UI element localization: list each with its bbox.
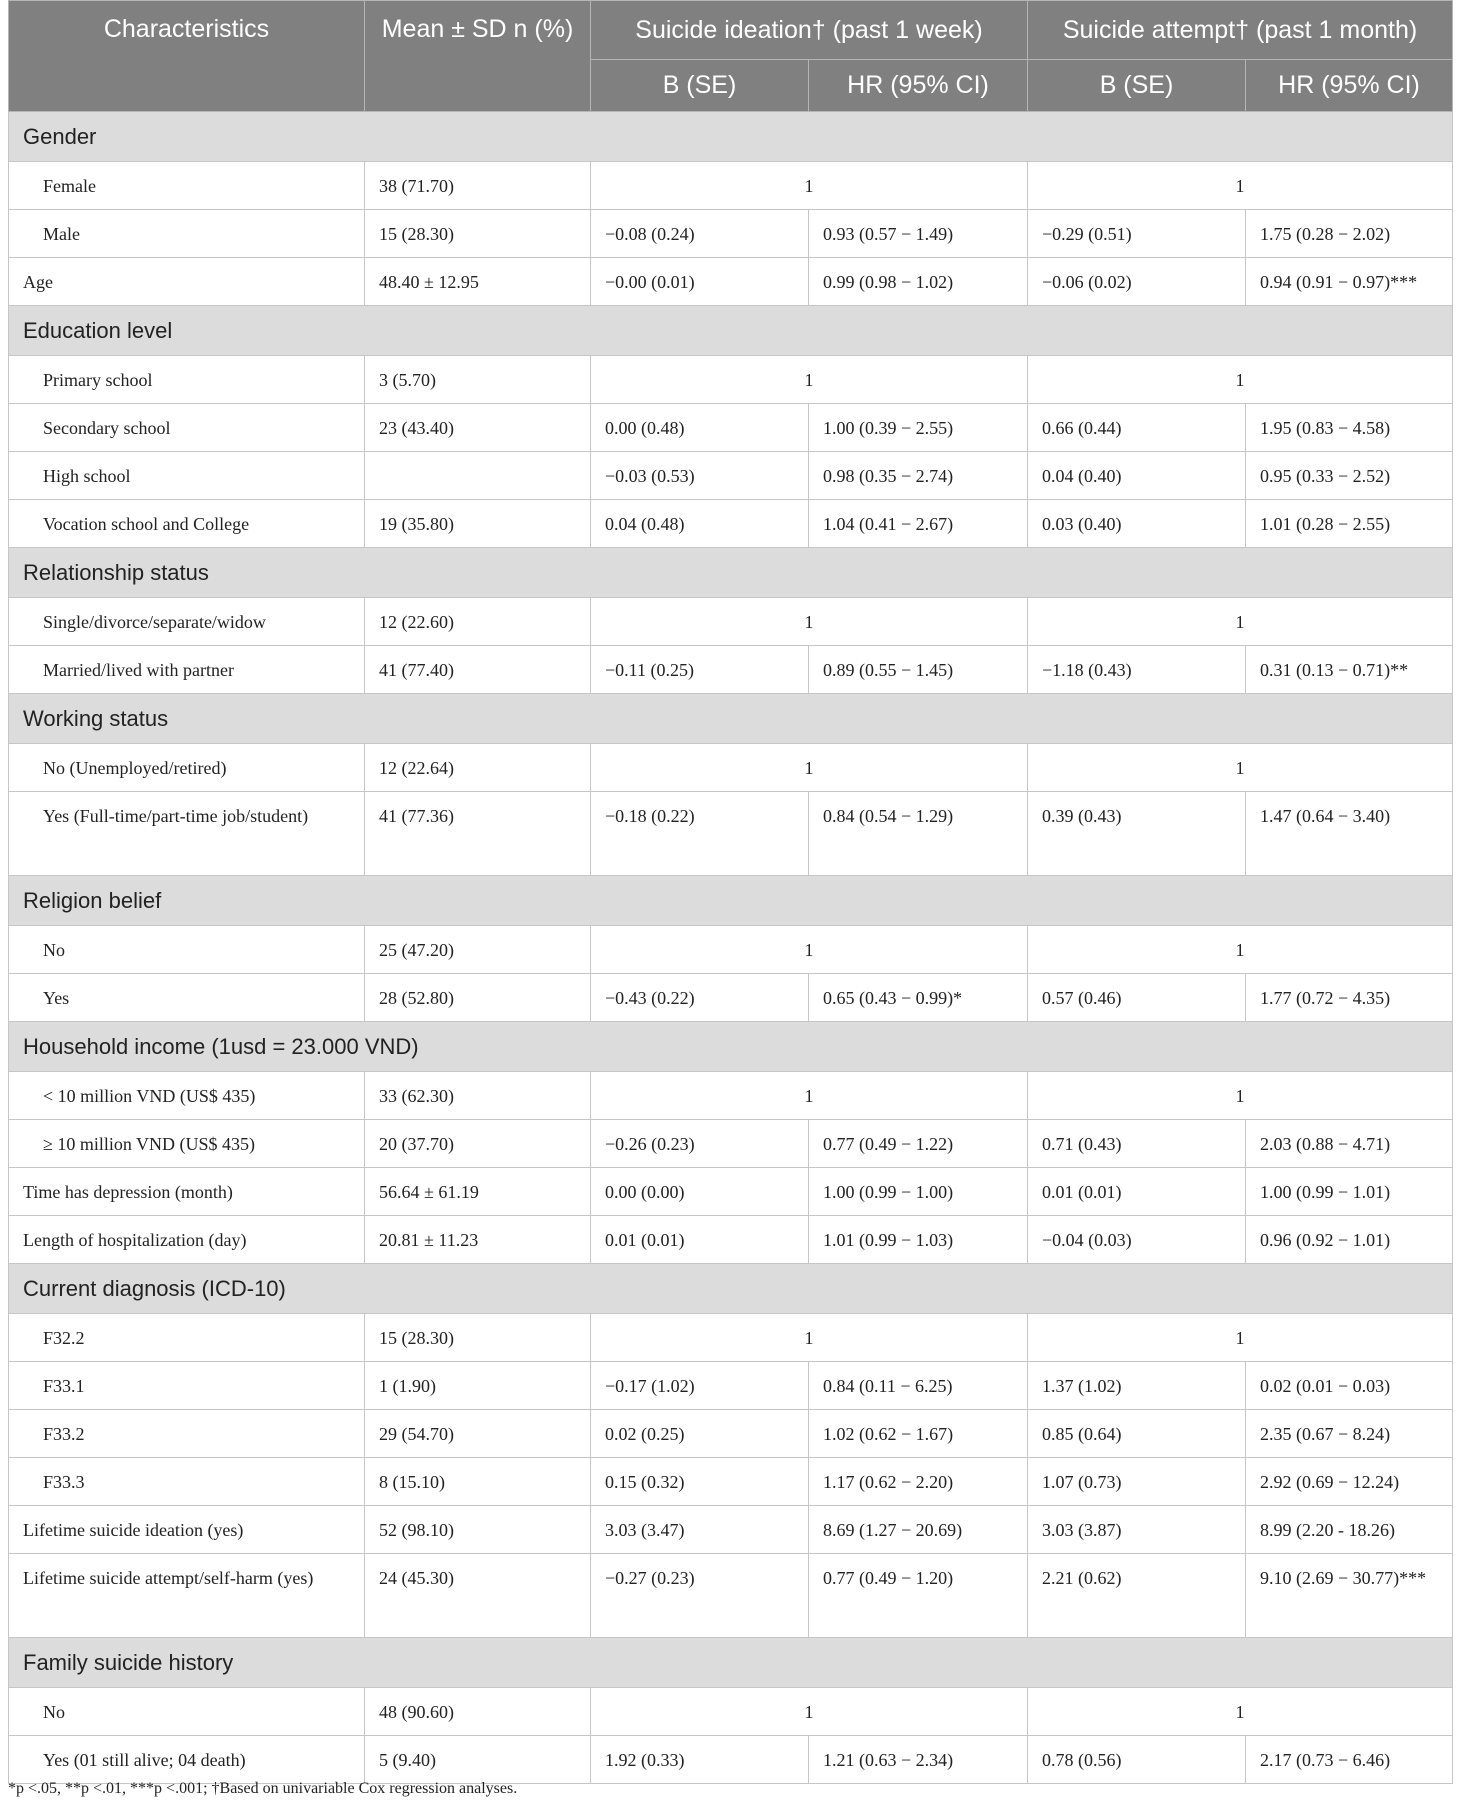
attempt-reference-cell: 1: [1028, 1072, 1453, 1120]
characteristic-label: Female: [9, 162, 365, 210]
table-row: [9, 598, 1453, 646]
header-characteristics: Characteristics: [9, 1, 365, 112]
attempt-reference-cell: 1: [1028, 744, 1453, 792]
table-row: [9, 356, 1453, 404]
header-ideation-hr-ci: HR (95% CI): [809, 60, 1028, 112]
table-row: [9, 404, 1453, 452]
ideation-hr-ci-cell: 8.69 (1.27 − 20.69): [809, 1506, 1028, 1554]
mean-sd-cell: 52 (98.10): [365, 1506, 591, 1554]
ideation-b-se-cell: 3.03 (3.47): [591, 1506, 809, 1554]
header-ideation-b-se: B (SE): [591, 60, 809, 112]
ideation-hr-ci-cell: 1.17 (0.62 − 2.20): [809, 1458, 1028, 1506]
attempt-hr-ci-cell: 8.99 (2.20 - 18.26): [1246, 1506, 1453, 1554]
mean-sd-cell: 33 (62.30): [365, 1072, 591, 1120]
attempt-hr-ci-cell: 0.95 (0.33 − 2.52): [1246, 452, 1453, 500]
ideation-b-se-cell: −0.43 (0.22): [591, 974, 809, 1022]
characteristic-label: Age: [9, 258, 365, 306]
table-row: [9, 792, 1453, 876]
ideation-b-se-cell: −0.03 (0.53): [591, 452, 809, 500]
attempt-hr-ci-cell: 0.96 (0.92 − 1.01): [1246, 1216, 1453, 1264]
mean-sd-cell: 5 (9.40): [365, 1736, 591, 1784]
section-header-row: [9, 548, 1453, 598]
characteristic-label: No: [9, 1688, 365, 1736]
characteristic-label: Married/lived with partner: [9, 646, 365, 694]
table-row: [9, 974, 1453, 1022]
characteristic-label: Lifetime suicide attempt/self-harm (yes): [9, 1554, 365, 1638]
section-header-row: [9, 876, 1453, 926]
ideation-b-se-cell: −0.18 (0.22): [591, 792, 809, 876]
mean-sd-cell: 20 (37.70): [365, 1120, 591, 1168]
table-row: [9, 744, 1453, 792]
table-row: [9, 452, 1453, 500]
characteristic-label: Single/divorce/separate/widow: [9, 598, 365, 646]
characteristic-label: Yes (01 still alive; 04 death): [9, 1736, 365, 1784]
table-row: [9, 1072, 1453, 1120]
ideation-b-se-cell: 0.04 (0.48): [591, 500, 809, 548]
header-suicide-ideation: Suicide ideation† (past 1 week): [591, 1, 1028, 60]
attempt-hr-ci-cell: 1.00 (0.99 − 1.01): [1246, 1168, 1453, 1216]
attempt-hr-ci-cell: 2.35 (0.67 − 8.24): [1246, 1410, 1453, 1458]
section-header-row: [9, 694, 1453, 744]
table-row: [9, 1736, 1453, 1784]
section-title: Household income (1usd = 23.000 VND): [9, 1022, 1453, 1072]
ideation-b-se-cell: −0.11 (0.25): [591, 646, 809, 694]
attempt-b-se-cell: 0.39 (0.43): [1028, 792, 1246, 876]
attempt-reference-cell: 1: [1028, 598, 1453, 646]
attempt-b-se-cell: 1.37 (1.02): [1028, 1362, 1246, 1410]
attempt-hr-ci-cell: 1.95 (0.83 − 4.58): [1246, 404, 1453, 452]
mean-sd-cell: 23 (43.40): [365, 404, 591, 452]
attempt-b-se-cell: 0.57 (0.46): [1028, 974, 1246, 1022]
ideation-b-se-cell: 0.02 (0.25): [591, 1410, 809, 1458]
mean-sd-cell: 15 (28.30): [365, 210, 591, 258]
characteristic-label: F33.1: [9, 1362, 365, 1410]
attempt-b-se-cell: 2.21 (0.62): [1028, 1554, 1246, 1638]
characteristic-label: High school: [9, 452, 365, 500]
ideation-hr-ci-cell: 0.84 (0.54 − 1.29): [809, 792, 1028, 876]
table-header: [9, 1, 1453, 112]
attempt-hr-ci-cell: 2.03 (0.88 − 4.71): [1246, 1120, 1453, 1168]
mean-sd-cell: 12 (22.64): [365, 744, 591, 792]
ideation-hr-ci-cell: 1.02 (0.62 − 1.67): [809, 1410, 1028, 1458]
mean-sd-cell: 19 (35.80): [365, 500, 591, 548]
attempt-b-se-cell: −0.06 (0.02): [1028, 258, 1246, 306]
table-row: [9, 210, 1453, 258]
table-row: [9, 1120, 1453, 1168]
characteristic-label: Lifetime suicide ideation (yes): [9, 1506, 365, 1554]
ideation-hr-ci-cell: 1.21 (0.63 − 2.34): [809, 1736, 1028, 1784]
attempt-b-se-cell: 0.66 (0.44): [1028, 404, 1246, 452]
attempt-hr-ci-cell: 0.02 (0.01 − 0.03): [1246, 1362, 1453, 1410]
header-attempt-b-se: B (SE): [1028, 60, 1246, 112]
mean-sd-cell: 38 (71.70): [365, 162, 591, 210]
section-title: Family suicide history: [9, 1638, 1453, 1688]
table-row: [9, 1362, 1453, 1410]
characteristic-label: F33.3: [9, 1458, 365, 1506]
table-row: [9, 1216, 1453, 1264]
mean-sd-cell: 56.64 ± 61.19: [365, 1168, 591, 1216]
ideation-reference-cell: 1: [591, 162, 1028, 210]
ideation-b-se-cell: −0.27 (0.23): [591, 1554, 809, 1638]
section-title: Religion belief: [9, 876, 1453, 926]
ideation-hr-ci-cell: 0.93 (0.57 − 1.49): [809, 210, 1028, 258]
mean-sd-cell: 24 (45.30): [365, 1554, 591, 1638]
attempt-reference-cell: 1: [1028, 162, 1453, 210]
attempt-b-se-cell: −0.29 (0.51): [1028, 210, 1246, 258]
mean-sd-cell: 29 (54.70): [365, 1410, 591, 1458]
ideation-hr-ci-cell: 1.00 (0.99 − 1.00): [809, 1168, 1028, 1216]
attempt-hr-ci-cell: 1.01 (0.28 − 2.55): [1246, 500, 1453, 548]
section-title: Gender: [9, 112, 1453, 162]
characteristic-label: < 10 million VND (US$ 435): [9, 1072, 365, 1120]
ideation-hr-ci-cell: 1.01 (0.99 − 1.03): [809, 1216, 1028, 1264]
ideation-reference-cell: 1: [591, 598, 1028, 646]
attempt-hr-ci-cell: 1.75 (0.28 − 2.02): [1246, 210, 1453, 258]
section-header-row: [9, 1264, 1453, 1314]
ideation-hr-ci-cell: 1.00 (0.39 − 2.55): [809, 404, 1028, 452]
ideation-hr-ci-cell: 0.65 (0.43 − 0.99)*: [809, 974, 1028, 1022]
attempt-b-se-cell: 0.78 (0.56): [1028, 1736, 1246, 1784]
mean-sd-cell: 8 (15.10): [365, 1458, 591, 1506]
table-footnote: *p <.05, **p <.01, ***p <.001; †Based on univariable Cox regression analyses.: [8, 1780, 518, 1797]
attempt-hr-ci-cell: 2.17 (0.73 − 6.46): [1246, 1736, 1453, 1784]
ideation-reference-cell: 1: [591, 744, 1028, 792]
results-table: [8, 0, 1453, 1784]
table-row: [9, 1314, 1453, 1362]
attempt-hr-ci-cell: 0.94 (0.91 − 0.97)***: [1246, 258, 1453, 306]
characteristic-label: Yes (Full-time/part-time job/student): [9, 792, 365, 876]
mean-sd-cell: 1 (1.90): [365, 1362, 591, 1410]
table-body: [9, 112, 1453, 1784]
ideation-hr-ci-cell: 0.89 (0.55 − 1.45): [809, 646, 1028, 694]
section-header-row: [9, 1022, 1453, 1072]
characteristic-label: Vocation school and College: [9, 500, 365, 548]
ideation-b-se-cell: −0.26 (0.23): [591, 1120, 809, 1168]
section-header-row: [9, 306, 1453, 356]
characteristic-label: No: [9, 926, 365, 974]
ideation-b-se-cell: 0.00 (0.48): [591, 404, 809, 452]
attempt-reference-cell: 1: [1028, 926, 1453, 974]
characteristic-label: F33.2: [9, 1410, 365, 1458]
mean-sd-cell: 25 (47.20): [365, 926, 591, 974]
characteristic-label: Secondary school: [9, 404, 365, 452]
header-suicide-attempt: Suicide attempt† (past 1 month): [1028, 1, 1453, 60]
characteristic-label: Primary school: [9, 356, 365, 404]
mean-sd-cell: [365, 452, 591, 500]
ideation-reference-cell: 1: [591, 1072, 1028, 1120]
characteristic-label: F32.2: [9, 1314, 365, 1362]
ideation-reference-cell: 1: [591, 356, 1028, 404]
characteristic-label: Length of hospitalization (day): [9, 1216, 365, 1264]
attempt-b-se-cell: 3.03 (3.87): [1028, 1506, 1246, 1554]
characteristic-label: Male: [9, 210, 365, 258]
ideation-b-se-cell: −0.08 (0.24): [591, 210, 809, 258]
section-title: Current diagnosis (ICD-10): [9, 1264, 1453, 1314]
mean-sd-cell: 41 (77.36): [365, 792, 591, 876]
mean-sd-cell: 41 (77.40): [365, 646, 591, 694]
table-row: [9, 162, 1453, 210]
header-mean-sd: Mean ± SD n (%): [365, 1, 591, 112]
attempt-hr-ci-cell: 1.47 (0.64 − 3.40): [1246, 792, 1453, 876]
mean-sd-cell: 28 (52.80): [365, 974, 591, 1022]
attempt-b-se-cell: 0.71 (0.43): [1028, 1120, 1246, 1168]
ideation-hr-ci-cell: 0.99 (0.98 − 1.02): [809, 258, 1028, 306]
attempt-reference-cell: 1: [1028, 1314, 1453, 1362]
attempt-reference-cell: 1: [1028, 356, 1453, 404]
attempt-hr-ci-cell: 1.77 (0.72 − 4.35): [1246, 974, 1453, 1022]
table-row: [9, 258, 1453, 306]
ideation-b-se-cell: 0.15 (0.32): [591, 1458, 809, 1506]
mean-sd-cell: 48.40 ± 12.95: [365, 258, 591, 306]
section-title: Relationship status: [9, 548, 1453, 598]
ideation-b-se-cell: −0.17 (1.02): [591, 1362, 809, 1410]
ideation-hr-ci-cell: 0.77 (0.49 − 1.20): [809, 1554, 1028, 1638]
mean-sd-cell: 12 (22.60): [365, 598, 591, 646]
mean-sd-cell: 3 (5.70): [365, 356, 591, 404]
table-row: [9, 1554, 1453, 1638]
section-title: Education level: [9, 306, 1453, 356]
section-title: Working status: [9, 694, 1453, 744]
mean-sd-cell: 20.81 ± 11.23: [365, 1216, 591, 1264]
attempt-b-se-cell: 1.07 (0.73): [1028, 1458, 1246, 1506]
ideation-hr-ci-cell: 1.04 (0.41 − 2.67): [809, 500, 1028, 548]
attempt-reference-cell: 1: [1028, 1688, 1453, 1736]
attempt-b-se-cell: −1.18 (0.43): [1028, 646, 1246, 694]
ideation-reference-cell: 1: [591, 926, 1028, 974]
ideation-b-se-cell: −0.00 (0.01): [591, 258, 809, 306]
table-row: [9, 1688, 1453, 1736]
table-row: [9, 926, 1453, 974]
characteristic-label: Time has depression (month): [9, 1168, 365, 1216]
characteristic-label: ≥ 10 million VND (US$ 435): [9, 1120, 365, 1168]
table-row: [9, 1458, 1453, 1506]
attempt-b-se-cell: 0.01 (0.01): [1028, 1168, 1246, 1216]
ideation-reference-cell: 1: [591, 1314, 1028, 1362]
characteristic-label: Yes: [9, 974, 365, 1022]
attempt-b-se-cell: −0.04 (0.03): [1028, 1216, 1246, 1264]
header-attempt-hr-ci: HR (95% CI): [1246, 60, 1453, 112]
characteristic-label: No (Unemployed/retired): [9, 744, 365, 792]
attempt-hr-ci-cell: 9.10 (2.69 − 30.77)***: [1246, 1554, 1453, 1638]
ideation-b-se-cell: 1.92 (0.33): [591, 1736, 809, 1784]
attempt-hr-ci-cell: 0.31 (0.13 − 0.71)**: [1246, 646, 1453, 694]
mean-sd-cell: 15 (28.30): [365, 1314, 591, 1362]
table-row: [9, 1506, 1453, 1554]
ideation-hr-ci-cell: 0.84 (0.11 − 6.25): [809, 1362, 1028, 1410]
attempt-b-se-cell: 0.85 (0.64): [1028, 1410, 1246, 1458]
mean-sd-cell: 48 (90.60): [365, 1688, 591, 1736]
section-header-row: [9, 112, 1453, 162]
table-row: [9, 1168, 1453, 1216]
attempt-b-se-cell: 0.03 (0.40): [1028, 500, 1246, 548]
ideation-b-se-cell: 0.01 (0.01): [591, 1216, 809, 1264]
attempt-hr-ci-cell: 2.92 (0.69 − 12.24): [1246, 1458, 1453, 1506]
attempt-b-se-cell: 0.04 (0.40): [1028, 452, 1246, 500]
table-row: [9, 646, 1453, 694]
section-header-row: [9, 1638, 1453, 1688]
ideation-hr-ci-cell: 0.98 (0.35 − 2.74): [809, 452, 1028, 500]
table-row: [9, 500, 1453, 548]
ideation-reference-cell: 1: [591, 1688, 1028, 1736]
table-row: [9, 1410, 1453, 1458]
ideation-b-se-cell: 0.00 (0.00): [591, 1168, 809, 1216]
ideation-hr-ci-cell: 0.77 (0.49 − 1.22): [809, 1120, 1028, 1168]
